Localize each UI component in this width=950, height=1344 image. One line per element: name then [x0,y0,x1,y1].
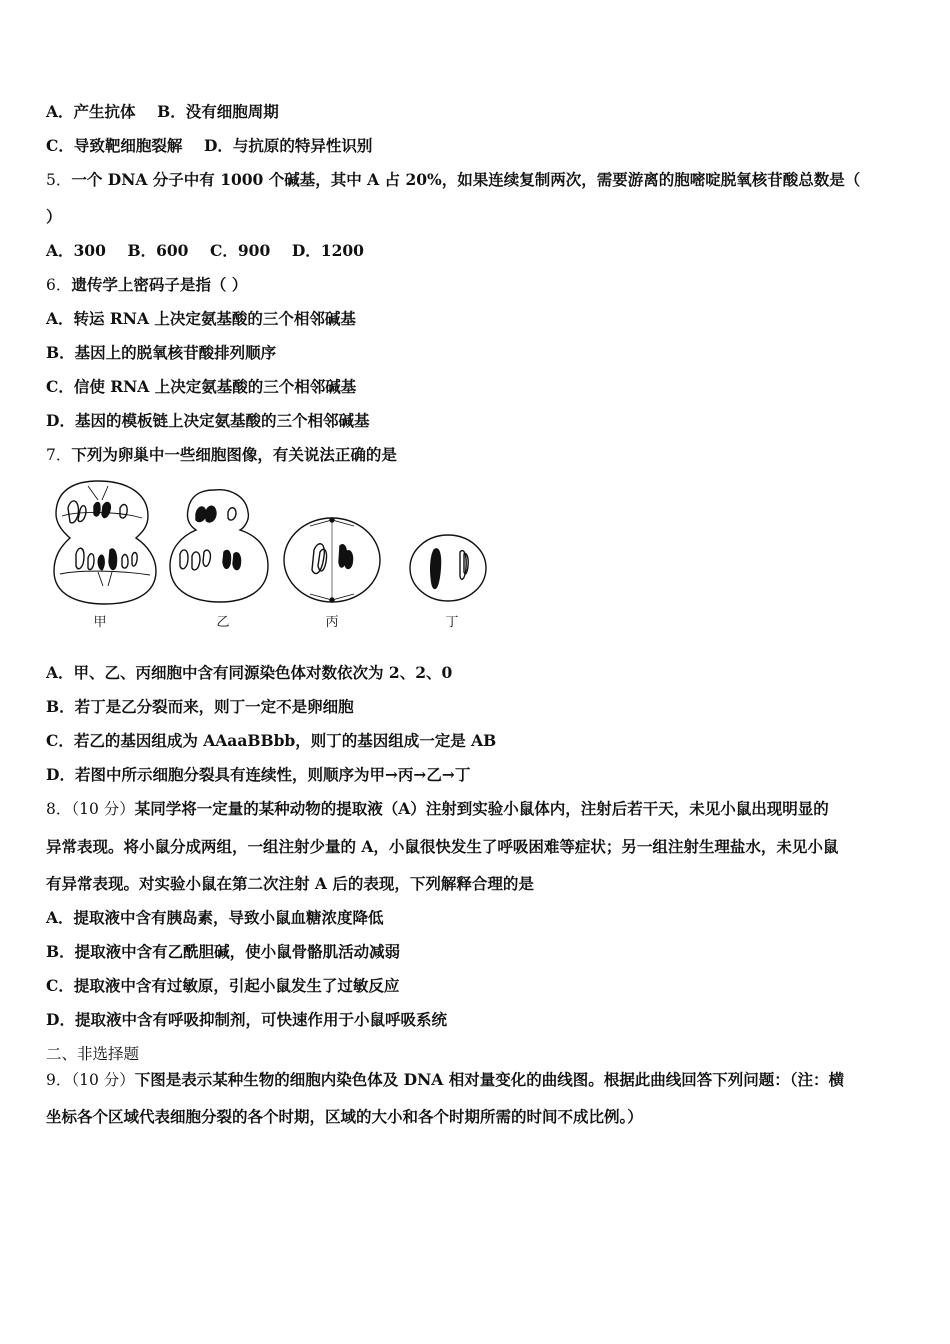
q6-option-d: D．基因的模板链上决定氨基酸的三个相邻碱基 [46,411,370,430]
q5-option-c: C．900 [210,241,271,260]
q7-option-a: A．甲、乙、丙细胞中含有同源染色体对数依次为 2、2、0 [46,663,453,682]
q5-stem-line2 [46,207,62,227]
q5-stem-close: ） [46,207,62,226]
q4-option-a: A．产生抗体 [46,102,136,121]
q7-cell-figure [48,476,498,636]
q8-option-b: B．提取液中含有乙酰胆碱，使小鼠骨骼肌活动减弱 [46,942,401,961]
cell-ding [410,535,486,601]
cell-jia [54,481,156,604]
cell-yi [170,490,268,602]
q4-option-d: D．与抗原的特异性识别 [203,136,373,155]
q8-score: （10 分） [71,800,135,818]
q6-stem [46,275,247,295]
figure-label-yi: 乙 [216,615,230,630]
q5-stem-line1 [46,170,860,190]
q9-stem-line1 [46,1070,844,1090]
q8-option-d: D．提取液中含有呼吸抑制剂，可快速作用于小鼠呼吸系统 [46,1010,447,1029]
q9-stem-line2: 坐标各个区域代表细胞分裂的各个时期，区域的大小和各个时期所需的时间不成比例。） [46,1107,643,1126]
q6-option-b: B．基因上的脱氧核苷酸排列顺序 [46,343,277,362]
q8-option-c: C．提取液中含有过敏原，引起小鼠发生了过敏反应 [46,976,400,995]
q6-stem-text: 遗传学上密码子是指（ ） [71,275,248,294]
q8-option-a: A．提取液中含有胰岛素，导致小鼠血糖浓度降低 [46,908,384,927]
q6-option-a: A．转运 RNA 上决定氨基酸的三个相邻碱基 [46,309,356,328]
q7-stem [46,445,397,465]
cell-bing [284,518,380,602]
section-title: 二、非选择题 [46,1045,140,1063]
figure-label-ding: 丁 [445,615,459,630]
q6-option-c: C．信使 RNA 上决定氨基酸的三个相邻碱基 [46,377,357,396]
q7-number: 7． [46,446,72,464]
q8-stem-line2: 异常表现。将小鼠分成两组，一组注射少量的 A，小鼠很快发生了呼吸困难等症状；另一组注射生理盐水，未见小鼠 [46,837,839,856]
q5-options [46,241,364,261]
q7-option-b: B．若丁是乙分裂而来，则丁一定不是卵细胞 [46,697,354,716]
q7-stem-text: 下列为卵巢中一些细胞图像，有关说法正确的是 [71,445,397,464]
q4-options-row1 [46,102,279,122]
q6-number: 6． [46,276,72,294]
q4-option-b: B．没有细胞周期 [157,102,279,121]
q9-number: 9． [46,1071,72,1089]
q7-option-c: C．若乙的基因组成为 AAaaBBbb，则丁的基因组成一定是 AB [46,731,497,750]
q9-stem-text1: 下图是表示某种生物的细胞内染色体及 DNA 相对量变化的曲线图。根据此曲线回答下列问题：（注：横 [134,1070,844,1089]
q5-option-a: A．300 [46,241,106,260]
q8-stem-line3: 有异常表现。对实验小鼠在第二次注射 A 后的表现，下列解释合理的是 [46,874,534,893]
q8-number: 8． [46,800,72,818]
q5-number: 5． [46,171,72,189]
q8-stem-text1: 某同学将一定量的某种动物的提取液（A）注射到实验小鼠体内，注射后若干天，未见小鼠出现明显的 [134,799,829,818]
q9-score: （10 分） [71,1071,135,1089]
q5-stem-text: 一个 DNA 分子中有 1000 个碱基，其中 A 占 20%，如果连续复制两次，需要游离的胞嘧啶脱氧核苷酸总数是（ [71,170,861,189]
figure-label-jia: 甲 [93,615,107,630]
q8-stem-line1 [46,799,829,819]
q4-option-c: C．导致靶细胞裂解 [46,136,183,155]
q4-options-row2 [46,136,372,156]
q7-option-d: D．若图中所示细胞分裂具有连续性，则顺序为甲→丙→乙→丁 [46,765,471,784]
figure-label-bing: 丙 [325,615,339,630]
q5-option-d: D．1200 [291,241,364,260]
q5-option-b: B．600 [127,241,189,260]
